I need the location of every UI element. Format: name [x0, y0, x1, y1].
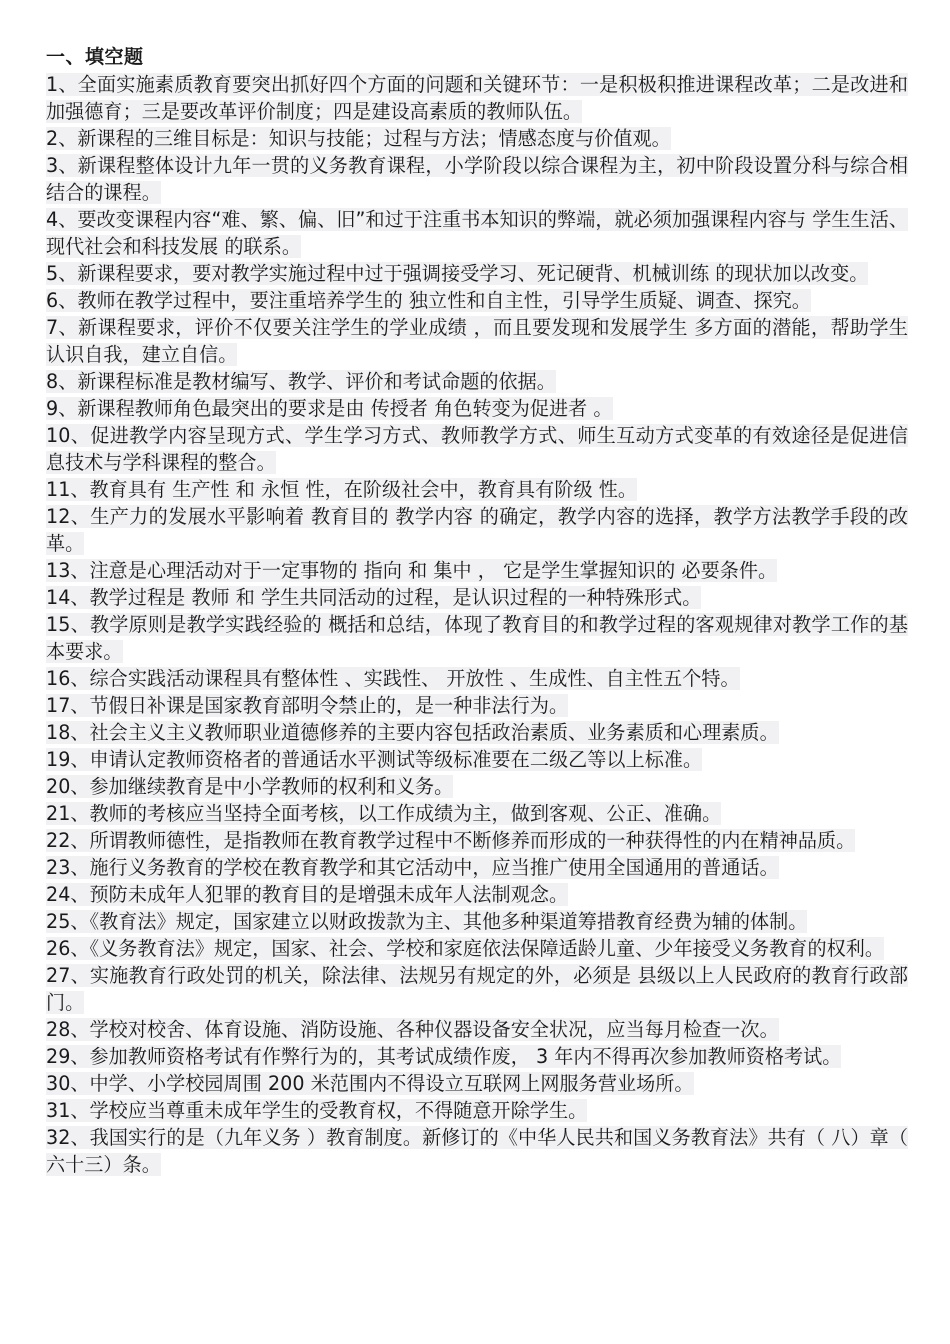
list-item — [46, 503, 908, 557]
list-item — [46, 206, 908, 260]
list-item — [46, 287, 908, 314]
list-item — [46, 962, 908, 1016]
list-item — [46, 854, 908, 881]
item-text: 30、中学、小学校园周围 200 米范围内不得设立互联网上网服务营业场所。 — [46, 1072, 694, 1095]
item-text: 13、注意是心理活动对于一定事物的 指向 和 集中 ， 它是学生掌握知识的 必要条件。 — [46, 559, 778, 582]
list-item — [46, 665, 908, 692]
list-item — [46, 395, 908, 422]
list-item — [46, 71, 908, 125]
list-item — [46, 584, 908, 611]
item-text: 15、教学原则是教学实践经验的 概括和总结，体现了教育目的和教学过程的客观规律对教学工作的基本要求。 — [46, 613, 908, 663]
list-item — [46, 881, 908, 908]
document-page — [46, 44, 908, 1178]
item-text: 27、实施教育行政处罚的机关，除法律、法规另有规定的外，必须是 县级以上人民政府的教育行政部门。 — [46, 964, 908, 1014]
item-text: 20、参加继续教育是中小学教师的权利和义务。 — [46, 775, 454, 798]
item-text: 17、节假日补课是国家教育部明令禁止的，是一种非法行为。 — [46, 694, 569, 717]
item-text: 3、新课程整体设计九年一贯的义务教育课程，小学阶段以综合课程为主，初中阶段设置分科与综合相结合的课程。 — [46, 154, 908, 204]
item-text: 23、施行义务教育的学校在教育教学和其它活动中，应当推广使用全国通用的普通话。 — [46, 856, 779, 879]
list-item — [46, 692, 908, 719]
list-item — [46, 719, 908, 746]
list-item — [46, 746, 908, 773]
list-item — [46, 368, 908, 395]
list-item — [46, 422, 908, 476]
item-text: 18、社会主义主义教师职业道德修养的主要内容包括政治素质、业务素质和心理素质。 — [46, 721, 779, 744]
item-text: 5、新课程要求，要对教学实施过程中过于强调接受学习、死记硬背、机械训练 的现状加以改变。 — [46, 262, 869, 285]
item-text: 32、我国实行的是（九年义务 ）教育制度。新修订的《中华人民共和国义务教育法》共有（ 八）章（ 六十三）条。 — [46, 1126, 908, 1176]
list-item — [46, 476, 908, 503]
item-text: 2、新课程的三维目标是：知识与技能；过程与方法；情感态度与价值观。 — [46, 127, 671, 150]
item-text: 9、新课程教师角色最突出的要求是由 传授者 角色转变为促进者 。 — [46, 397, 613, 420]
list-item — [46, 152, 908, 206]
list-item — [46, 557, 908, 584]
item-text: 24、预防未成年人犯罪的教育目的是增强未成年人法制观念。 — [46, 883, 569, 906]
item-text: 31、学校应当尊重未成年学生的受教育权，不得随意开除学生。 — [46, 1099, 588, 1122]
list-item — [46, 1070, 908, 1097]
list-item — [46, 1016, 908, 1043]
item-text: 12、生产力的发展水平影响着 教育目的 教学内容 的确定，教学内容的选择，教学方法教学手段的改革。 — [46, 505, 908, 555]
list-item — [46, 1043, 908, 1070]
list-item — [46, 773, 908, 800]
item-text: 16、综合实践活动课程具有整体性 、实践性、 开放性 、生成性、自主性五个特。 — [46, 667, 740, 690]
section-title: 一、填空题 — [46, 46, 144, 68]
item-text: 6、教师在教学过程中，要注重培养学生的 独立性和自主性，引导学生质疑、调查、探究。 — [46, 289, 811, 312]
item-text: 4、要改变课程内容“难、繁、偏、旧”和过于注重书本知识的弊端，就必须加强课程内容与 学生生活、现代社会和科技发展 的联系。 — [46, 208, 908, 258]
item-text: 28、学校对校舍、体育设施、消防设施、各种仪器设备安全状况，应当每月检查一次。 — [46, 1018, 779, 1041]
item-text: 29、参加教师资格考试有作弊行为的，其考试成绩作废， 3 年内不得再次参加教师资格考试。 — [46, 1045, 842, 1068]
item-text: 19、申请认定教师资格者的普通话水平测试等级标准要在二级乙等以上标准。 — [46, 748, 703, 771]
question-list — [46, 71, 908, 1178]
list-item — [46, 125, 908, 152]
list-item — [46, 611, 908, 665]
list-item — [46, 827, 908, 854]
list-item — [46, 1124, 908, 1178]
item-text: 22、所谓教师德性，是指教师在教育教学过程中不断修养而形成的一种获得性的内在精神品质。 — [46, 829, 856, 852]
item-text: 26、《义务教育法》规定，国家、社会、学校和家庭依法保障适龄儿童、少年接受义务教育的权利。 — [46, 937, 885, 960]
item-text: 14、教学过程是 教师 和 学生共同活动的过程，是认识过程的一种特殊形式。 — [46, 586, 702, 609]
item-text: 8、新课程标准是教材编写、教学、评价和考试命题的依据。 — [46, 370, 556, 393]
item-text: 7、新课程要求，评价不仅要关注学生的学业成绩 ，而且要发现和发展学生 多方面的潜能，帮助学生认识自我，建立自信。 — [46, 316, 908, 366]
list-item — [46, 1097, 908, 1124]
item-text: 11、教育具有 生产性 和 永恒 性，在阶级社会中，教育具有阶级 性。 — [46, 478, 638, 501]
list-item — [46, 260, 908, 287]
list-item — [46, 800, 908, 827]
item-text: 10、促进教学内容呈现方式、学生学习方式、教师教学方式、师生互动方式变革的有效途径是促进信息技术与学科课程的整合。 — [46, 424, 908, 474]
item-text: 1、全面实施素质教育要突出抓好四个方面的问题和关键环节：一是积极积推进课程改革；二是改进和加强德育；三是要改革评价制度；四是建设高素质的教师队伍。 — [46, 73, 908, 123]
list-item — [46, 314, 908, 368]
list-item — [46, 935, 908, 962]
list-item — [46, 908, 908, 935]
item-text: 25、《教育法》规定，国家建立以财政拨款为主、其他多种渠道筹措教育经费为辅的体制。 — [46, 910, 808, 933]
item-text: 21、教师的考核应当坚持全面考核，以工作成绩为主，做到客观、公正、准确。 — [46, 802, 722, 825]
